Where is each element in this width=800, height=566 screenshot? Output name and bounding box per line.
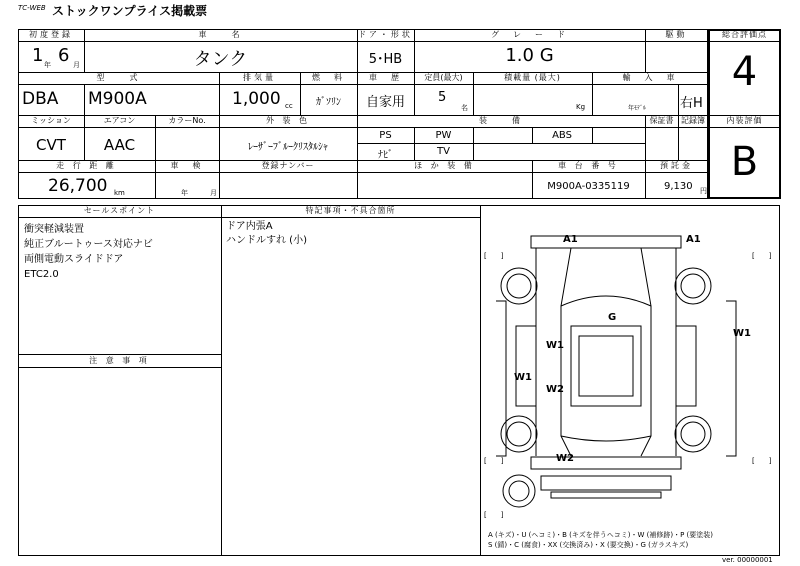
cc-unit: cc — [285, 102, 293, 110]
equipment-abs: ABS — [552, 130, 572, 141]
exterior-color-label: 外 装 色 — [265, 116, 311, 125]
drive-label: 駆動 — [665, 30, 688, 39]
list-item: 衝突軽減装置 — [24, 224, 84, 235]
door-shape: 5･HB — [368, 52, 403, 67]
bracket-right-bottom: [ ] — [752, 457, 772, 465]
equipment-pw: PW — [435, 130, 452, 141]
mark-w2-bottom: W2 — [556, 453, 574, 464]
steering: 右H — [680, 96, 703, 111]
version-label: ver. 00000001 — [722, 556, 773, 564]
interior-score: B — [730, 139, 759, 185]
grade: 1.0 G — [505, 45, 554, 66]
grade-label: グ レ ー ド — [491, 30, 568, 39]
mark-w1-right: W1 — [733, 328, 751, 339]
exterior-color: ﾚｰｻﾞｰﾌﾞﾙｰｸﾘｽﾀﾙｼｬ — [248, 142, 328, 153]
km-unit: km — [114, 189, 125, 197]
equipment-navi: ﾅﾋﾞ — [378, 150, 393, 161]
capacity-unit: 名 — [461, 104, 468, 112]
other-equipment-label: ほ か 装 備 — [414, 161, 475, 170]
mark-w2-center: W2 — [546, 384, 564, 395]
yen-unit: 円 — [700, 187, 707, 195]
mark-w1-left: W1 — [514, 372, 532, 383]
load-label: 積載量 (最大) — [504, 73, 561, 82]
model-prefix: DBA — [22, 89, 59, 109]
bracket-left-bottom: [ ] — [484, 457, 504, 465]
vehicle-history: 自家用 — [365, 95, 405, 110]
import-label: 輸 入 車 — [622, 73, 678, 82]
chassis-number: M900A-0335119 — [547, 181, 630, 192]
mileage: 26,700 — [48, 176, 108, 196]
first-reg-year: 1 — [32, 45, 44, 66]
aircon: AAC — [103, 136, 136, 154]
mileage-label: 走 行 距 離 — [56, 161, 117, 170]
capacity: 5 — [438, 90, 447, 105]
interior-score-label: 内装評価 — [726, 116, 763, 125]
capacity-label: 定員(最大) — [424, 73, 463, 82]
model-label: 型 式 — [96, 73, 141, 82]
mark-g: G — [608, 312, 617, 323]
fuel: ｶﾞｿﾘﾝ — [316, 97, 341, 108]
reserve-price: 9,130 — [664, 181, 693, 192]
list-item: 両側電動スライドドア — [24, 254, 124, 265]
list-item: ドア内張A — [226, 221, 273, 232]
bracket-right-top: [ ] — [752, 252, 772, 260]
list-item: 純正ブルートゥース対応ナビ — [24, 239, 153, 250]
fuel-label: 燃 料 — [312, 73, 345, 82]
color-no-label: カラーNo. — [168, 116, 206, 125]
chassis-number-label: 車 台 番 号 — [558, 161, 619, 170]
vehicle-history-label: 車 歴 — [369, 73, 402, 82]
sales-points-list — [24, 222, 153, 282]
sales-points-label: セールスポイント — [83, 206, 156, 215]
list-item: ハンドルすれ (小) — [226, 235, 307, 246]
notes-label: 特記事項・不具合箇所 — [305, 206, 396, 215]
model-year-label: 年ﾓﾃﾞﾙ — [628, 105, 647, 112]
mark-w1-center: W1 — [546, 340, 564, 351]
list-item: ETC2.0 — [24, 269, 59, 280]
inspection-month-unit: 月 — [210, 189, 217, 197]
mark-a1-left: A1 — [563, 234, 578, 245]
vehicle-name: タンク — [193, 49, 248, 70]
transmission-label: ミッション — [31, 116, 71, 125]
displacement-label: 排気量 — [243, 73, 276, 82]
vehicle-name-label: 車 名 — [198, 30, 243, 39]
legend-line-2: S (錆)・C (腐食)・XX (交換済み)・X (要交換)・G (ガラスキズ) — [488, 541, 689, 549]
bracket-bottom: [ ] — [484, 511, 504, 519]
inspection-label: 車 検 — [170, 161, 204, 170]
mark-a1-right: A1 — [686, 234, 701, 245]
first-reg-label: 初度登録 — [29, 30, 73, 39]
door-shape-label: ドア・形状 — [358, 30, 413, 39]
equipment-label: 装 備 — [479, 116, 523, 125]
caution-label: 注 意 事 項 — [89, 356, 150, 365]
bracket-left-top: [ ] — [484, 252, 504, 260]
legend-line-1: A (キズ)・U (ヘコミ)・B (キズを伴うヘコミ)・W (補修跡)・P (要塗装) — [488, 531, 714, 539]
total-score: 4 — [731, 49, 758, 95]
first-reg-month: 6 — [58, 45, 70, 66]
load-unit: Kg — [576, 103, 586, 111]
reg-number-label: 登録ナンバー — [261, 161, 315, 170]
reserve-price-label: 預託金 — [660, 161, 693, 170]
brand-logo: TC-WEB — [18, 4, 46, 12]
month-unit: 月 — [73, 61, 80, 69]
total-score-label: 総合評価点 — [722, 30, 767, 39]
aircon-label: エアコン — [103, 116, 136, 125]
notes-list — [226, 220, 307, 248]
equipment-ps: PS — [379, 130, 392, 141]
model: M900A — [88, 89, 147, 109]
equipment-tv: TV — [437, 146, 450, 157]
record-label: 記録簿 — [681, 116, 705, 125]
transmission: CVT — [36, 136, 66, 154]
displacement: 1,000 — [232, 89, 281, 109]
page-title: ストックワンプライス掲載票 — [52, 4, 208, 18]
warranty-label: 保証書 — [649, 116, 674, 125]
year-unit: 年 — [44, 61, 51, 69]
inspection-year-unit: 年 — [181, 189, 188, 197]
